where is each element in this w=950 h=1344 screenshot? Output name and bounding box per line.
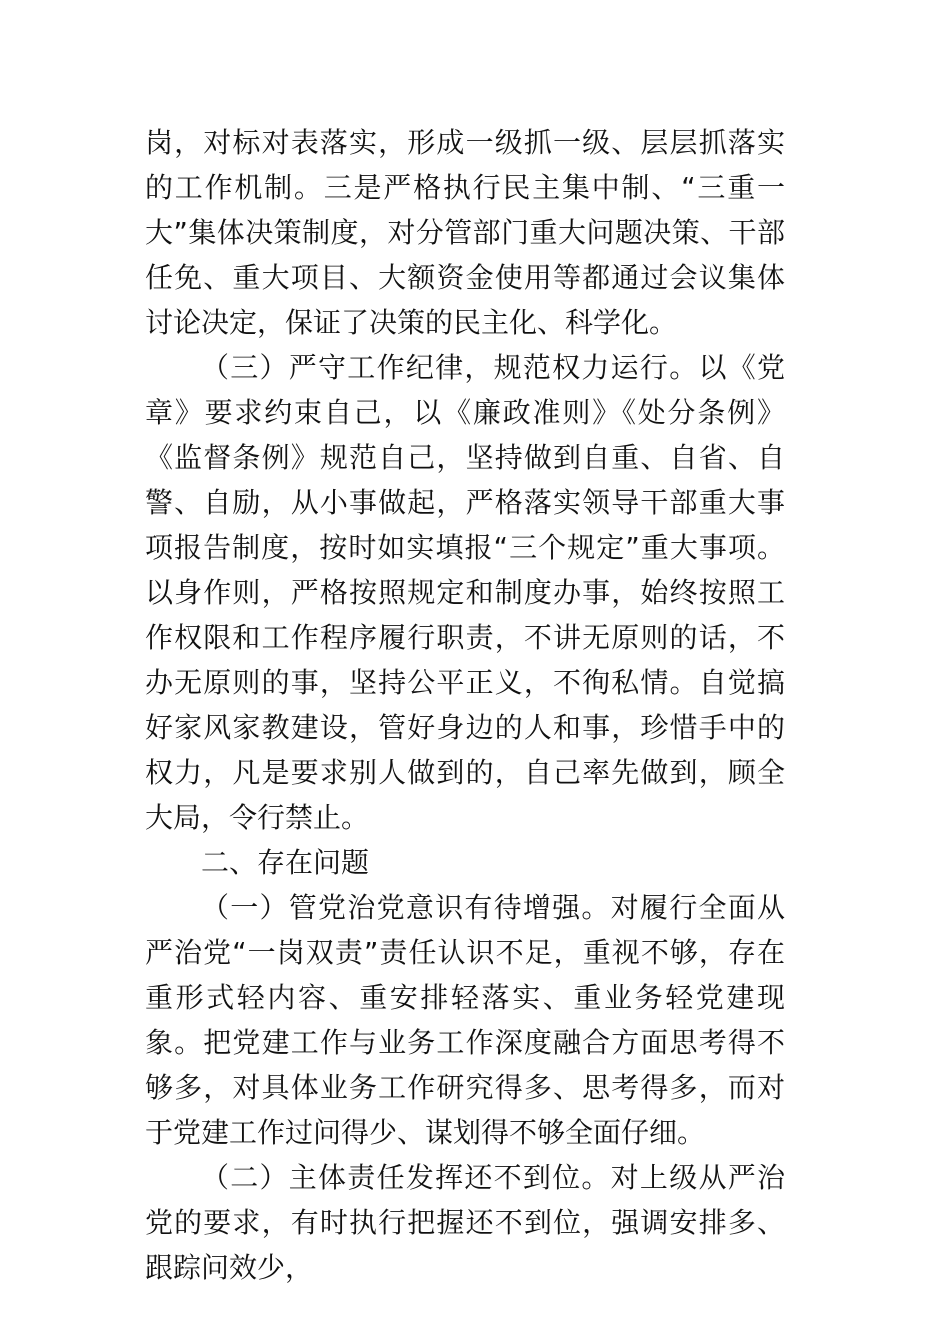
paragraph-problem-one: （一）管党治党意识有待增强。对履行全面从严治党“一岗双责”责任认识不足，重视不够，存在重形式轻内容、重安排轻落实、重业务轻党建现象。把党建工作与业务工作深度融合方面思考得不够多，对具体业务工作研究得多、思考得多，而对于党建工作过问得少、谋划得不够全面仔细。 [145, 891, 785, 1149]
section-heading-problems: 二、存在问题 [201, 846, 370, 879]
document-body [145, 120, 785, 1290]
paragraph-problem-two: （二）主体责任发挥还不到位。对上级从严治党的要求，有时执行把握还不到位，强调安排多、跟踪问效少， [145, 1161, 785, 1284]
paragraph-section-three: （三）严守工作纪律，规范权力运行。以《党章》要求约束自己，以《廉政准则》《处分条例》《监督条例》规范自己，坚持做到自重、自省、自警、自励，从小事做起，严格落实领导干部重大事项报告制度，按时如实填报“三个规定”重大事项。以身作则，严格按照规定和制度办事，始终按照工作权限和工作程序履行职责，不讲无原则的话，不办无原则的事，坚持公平正义，不徇私情。自觉搞好家风家教建设，管好身边的人和事，珍惜手中的权力，凡是要求别人做到的，自己率先做到，顾全大局，令行禁止。 [145, 351, 785, 834]
paragraph-continuation: 岗，对标对表落实，形成一级抓一级、层层抓落实的工作机制。三是严格执行民主集中制、“三重一大”集体决策制度，对分管部门重大问题决策、干部任免、重大项目、大额资金使用等都通过会议集体讨论决定，保证了决策的民主化、科学化。 [145, 126, 785, 339]
